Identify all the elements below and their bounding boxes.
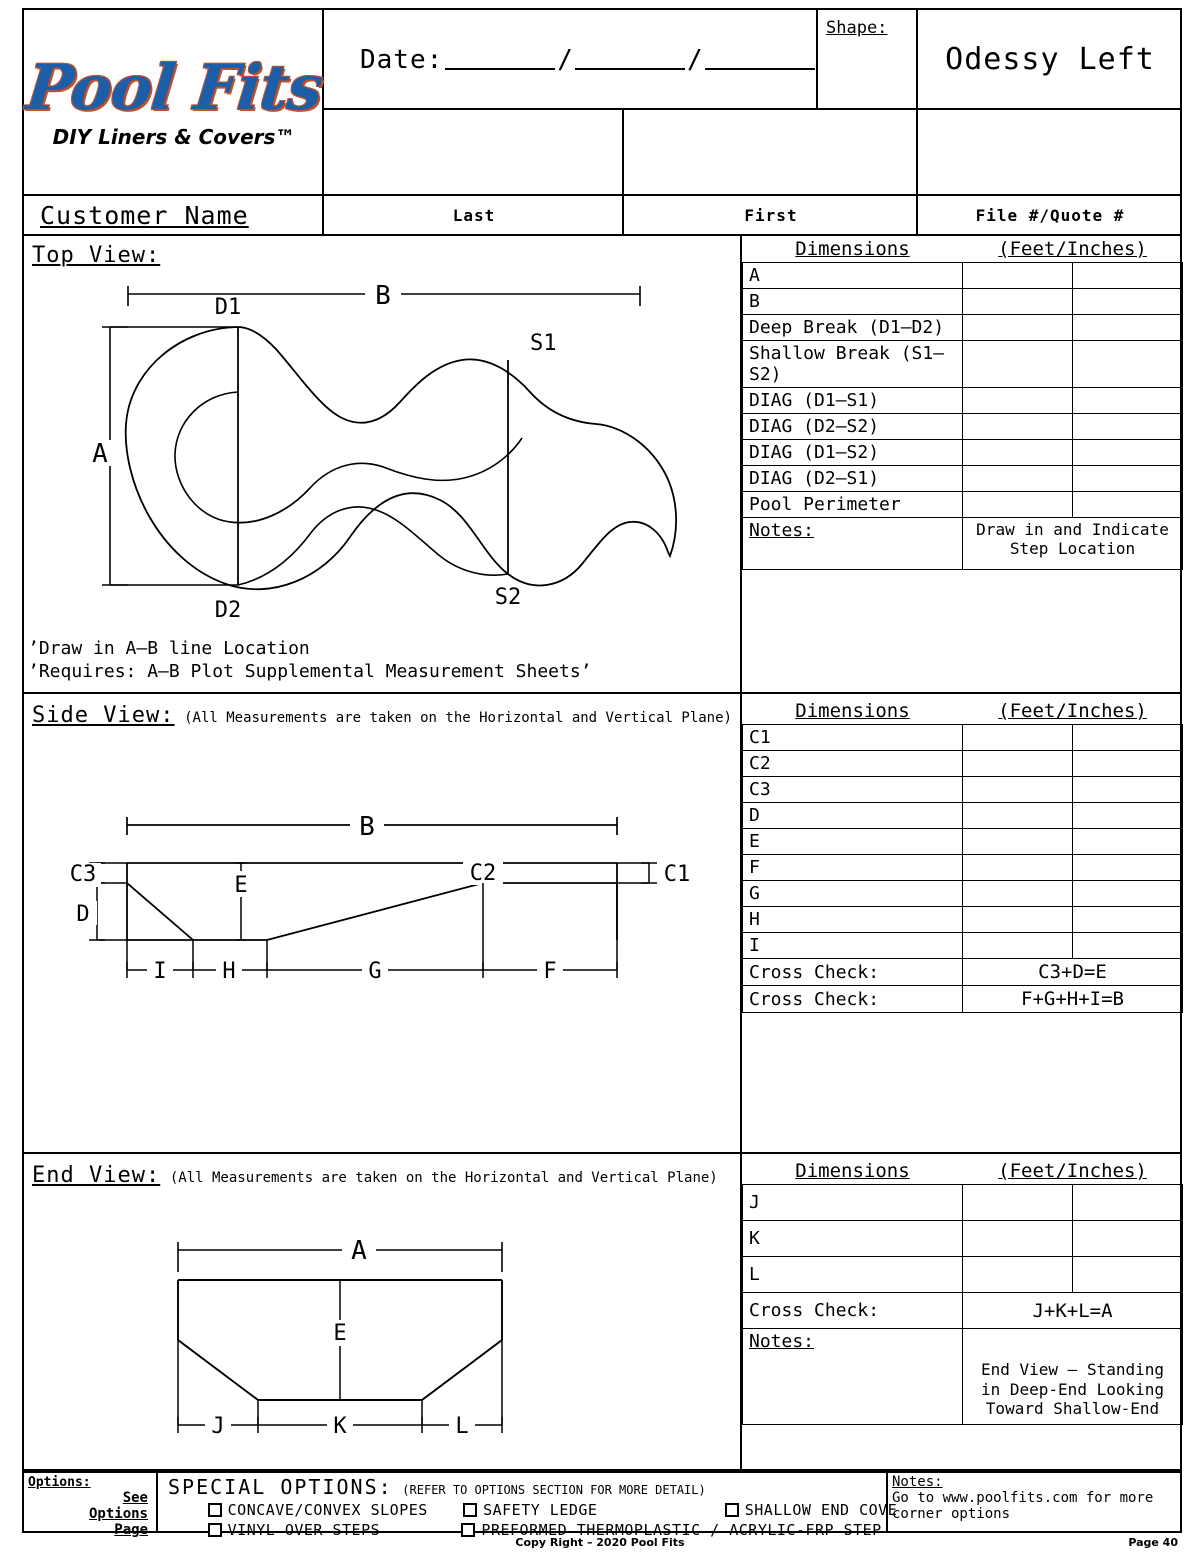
svg-text:E: E [234,873,248,898]
cross-check-formula: F+G+H+I=B [963,986,1183,1013]
dim-value-feet[interactable] [963,933,1073,959]
date-month-blank[interactable] [445,50,555,70]
end-view-title-wrap [32,1163,718,1188]
side-view-dimensions-table [742,698,1183,1013]
dim-value-feet[interactable] [963,907,1073,933]
table-row [743,341,1183,388]
dim-value-inches[interactable] [1073,492,1183,518]
end-view-drawing [150,1232,590,1452]
dim-value-feet[interactable] [963,289,1073,315]
date-label: Date: [360,45,444,75]
svg-text:S2: S2 [494,585,522,610]
option-label-vinyl-over-steps: VINYL OVER STEPS [227,1521,381,1539]
end-notes-label: Notes: [749,1331,815,1352]
file-label: File #/Quote # [975,205,1125,225]
table-row [743,803,1183,829]
customer-name-label: Customer Name [40,200,249,230]
cross-check-formula: C3+D=E [963,959,1183,986]
cross-check-row [743,959,1183,986]
table-row [743,492,1183,518]
table-notes-row [743,518,1183,570]
dim-value-inches[interactable] [1073,751,1183,777]
svg-text:I: I [153,959,167,984]
date-day-blank[interactable] [575,50,685,70]
table-row [743,289,1183,315]
end-view-subtitle: (All Measurements are taken on the Horizontal and Vertical Plane) [169,1170,718,1186]
svg-text:K: K [333,1414,347,1439]
dim-value-inches[interactable] [1073,341,1183,388]
options-label: Options: [28,1475,91,1490]
top-notes-text: Draw in and Indicate Step Location [976,520,1169,559]
dim-value-feet[interactable] [963,1221,1073,1257]
svg-text:D1: D1 [214,295,242,320]
end-dim-col-header: Dimensions [795,1160,910,1182]
dim-value-feet[interactable] [963,725,1073,751]
top-dim-col-header: Dimensions [795,238,910,260]
dim-label: F [743,855,963,881]
last-name-input[interactable] [324,110,624,196]
dim-value-feet[interactable] [963,414,1073,440]
table-row [743,414,1183,440]
shape-value-cell [918,10,1182,110]
dim-value-inches[interactable] [1073,1221,1183,1257]
svg-text:A: A [351,1236,367,1266]
dim-value-feet[interactable] [963,803,1073,829]
dim-label: Shallow Break (S1–S2) [743,341,963,388]
table-header-row [743,236,1183,263]
dim-label: DIAG (D2–S1) [743,466,963,492]
cross-check-label: Cross Check: [743,1293,963,1329]
dim-value-inches[interactable] [1073,440,1183,466]
shape-value: Odessy Left [945,41,1155,77]
dim-value-feet[interactable] [963,881,1073,907]
dim-value-feet[interactable] [963,855,1073,881]
date-field-row[interactable] [324,10,818,110]
options-line-3: Page [114,1522,148,1538]
dim-label: D [743,803,963,829]
table-row [743,881,1183,907]
table-row [743,829,1183,855]
top-view-title-wrap [32,243,160,268]
table-row [743,1257,1183,1293]
dim-value-feet[interactable] [963,440,1073,466]
dim-value-feet[interactable] [963,829,1073,855]
options-reference-cell [24,1473,152,1538]
dim-value-feet[interactable] [963,341,1073,388]
table-row [743,466,1183,492]
dim-value-feet[interactable] [963,1185,1073,1221]
table-row [743,440,1183,466]
option-label-shallow-end-cove: SHALLOW END COVE [744,1501,898,1519]
dim-label: E [743,829,963,855]
table-row [743,933,1183,959]
first-column-header [624,196,918,234]
dim-label: Deep Break (D1–D2) [743,315,963,341]
svg-text:S1: S1 [530,331,557,356]
side-dim-col-header: Dimensions [795,700,910,722]
page-number: Page 40 [1128,1536,1178,1549]
dim-label: G [743,881,963,907]
top-notes-label: Notes: [749,520,815,541]
dim-label: K [743,1221,963,1257]
table-row [743,751,1183,777]
dim-label: H [743,907,963,933]
file-column-header [918,196,1182,234]
dim-value-inches[interactable] [1073,777,1183,803]
table-notes-row [743,1329,1183,1425]
dim-value-inches[interactable] [1073,855,1183,881]
dim-value-inches[interactable] [1073,907,1183,933]
brand-logo [24,10,324,196]
svg-text:E: E [333,1321,347,1346]
top-units-col-header: (Feet/Inches) [998,238,1147,260]
shape-label: Shape: [826,18,888,38]
side-view-title: Side View: [32,703,175,728]
end-view-dimensions-table [742,1158,1183,1425]
dim-value-feet[interactable] [963,492,1073,518]
cross-check-label: Cross Check: [743,986,963,1013]
dim-label: J [743,1185,963,1221]
dim-label: C3 [743,777,963,803]
svg-text:H: H [222,959,236,984]
dim-value-inches[interactable] [1073,803,1183,829]
svg-text:B: B [375,281,391,311]
side-view-drawing [55,805,715,1035]
cross-check-row [743,986,1183,1013]
dim-value-inches[interactable] [1073,315,1183,341]
special-options-subtitle: (REFER TO OPTIONS SECTION FOR MORE DETAIL) [402,1483,706,1497]
dim-value-feet[interactable] [963,315,1073,341]
table-header-row [743,698,1183,725]
side-view-subtitle: (All Measurements are taken on the Horizontal and Vertical Plane) [184,710,732,726]
special-options-title: SPECIAL OPTIONS: [168,1475,393,1499]
dim-value-feet[interactable] [963,777,1073,803]
table-row [743,855,1183,881]
last-label: Last [452,205,496,225]
top-view-dimensions-table [742,236,1183,570]
dim-value-inches[interactable] [1073,1257,1183,1293]
dim-value-feet[interactable] [963,1257,1073,1293]
table-row [743,725,1183,751]
date-separator-1: / [557,45,573,75]
top-view-bottom-rule [22,692,1182,694]
table-row [743,907,1183,933]
first-label: First [744,205,798,225]
dim-label: Pool Perimeter [743,492,963,518]
end-notes-text: End View – Standing in Deep-End Looking Toward Shallow-End [980,1360,1165,1418]
svg-text:G: G [368,959,382,984]
table-row [743,1185,1183,1221]
dim-value-feet[interactable] [963,466,1073,492]
dim-value-inches[interactable] [1073,466,1183,492]
svg-text:L: L [455,1414,469,1439]
checkbox-vinyl-over-steps[interactable] [208,1523,222,1537]
dim-label: L [743,1257,963,1293]
footer-notes-text: Go to www.poolfits.com for more corner options [892,1490,1154,1523]
table-header-row [743,1158,1183,1185]
dim-value-inches[interactable] [1073,1185,1183,1221]
dim-label: DIAG (D2–S2) [743,414,963,440]
shape-label-cell [818,10,918,110]
svg-text:F: F [543,959,557,984]
end-view-title: End View: [32,1163,161,1188]
date-year-blank[interactable] [705,50,815,70]
footer-divider-1 [156,1471,158,1533]
end-units-col-header: (Feet/Inches) [998,1160,1147,1182]
top-view-drawing [30,272,730,662]
top-view-title: Top View: [32,243,161,268]
table-row [743,1221,1183,1257]
dim-label: DIAG (D1–S1) [743,388,963,414]
dim-value-inches[interactable] [1073,881,1183,907]
dim-value-feet[interactable] [963,751,1073,777]
dim-label: I [743,933,963,959]
checkbox-concave-convex-slopes[interactable] [208,1503,222,1517]
option-label-safety-ledge: SAFETY LEDGE [483,1501,598,1519]
option-label-concave-convex-slopes: CONCAVE/CONVEX SLOPES [227,1501,428,1519]
svg-text:C2: C2 [469,861,497,886]
table-row [743,263,1183,289]
options-line-1: See [122,1490,148,1506]
table-row [743,777,1183,803]
svg-text:A: A [92,439,108,469]
side-view-bottom-rule [22,1152,1182,1154]
dim-value-inches[interactable] [1073,388,1183,414]
dim-value-inches[interactable] [1073,829,1183,855]
table-row [743,388,1183,414]
table-row [743,315,1183,341]
logo-wordmark: Pool Fits [22,51,326,124]
first-name-input[interactable] [624,110,918,196]
footer-notes-cell [888,1473,1182,1531]
svg-text:C1: C1 [663,862,691,887]
dim-label: C1 [743,725,963,751]
svg-text:C3: C3 [69,862,97,887]
dim-value-feet[interactable] [963,263,1073,289]
cross-check-formula: J+K+L=A [963,1293,1183,1329]
file-quote-input[interactable] [918,110,1182,196]
copyright-text: Copy Right – 2020 Pool Fits [515,1536,685,1549]
dim-label: C2 [743,751,963,777]
checkbox-shallow-end-cove[interactable] [725,1503,739,1517]
cross-check-row [743,1293,1183,1329]
checkbox-safety-ledge[interactable] [463,1503,477,1517]
top-view-note-2: ’Requires: A–B Plot Supplemental Measurement Sheets’ [28,660,592,682]
customer-name-cell [24,196,324,234]
option-label-preformed-thermoplastic-step: PREFORMED THERMOPLASTIC / ACRYLIC-FRP STEP [481,1521,882,1539]
dim-value-inches[interactable] [1073,933,1183,959]
dim-label: B [743,289,963,315]
date-separator-2: / [686,45,703,75]
side-view-title-wrap [32,703,732,728]
dim-value-feet[interactable] [963,388,1073,414]
top-view-note-1: ’Draw in A–B line Location [28,638,310,659]
dim-value-inches[interactable] [1073,414,1183,440]
checkbox-preformed-thermoplastic-step[interactable] [461,1523,475,1537]
footer-notes-label: Notes: [892,1474,943,1490]
svg-text:B: B [359,812,375,842]
svg-text:J: J [211,1414,225,1439]
svg-text:D2: D2 [214,598,242,623]
cross-check-label: Cross Check: [743,959,963,986]
dim-label: DIAG (D1–S2) [743,440,963,466]
options-line-2: Options [88,1506,148,1522]
top-view-notes [28,638,728,683]
svg-text:D: D [76,902,90,927]
dim-label: A [743,263,963,289]
dim-value-inches[interactable] [1073,289,1183,315]
logo-tagline: DIY Liners & Covers™ [52,125,296,149]
dim-value-inches[interactable] [1073,263,1183,289]
side-units-col-header: (Feet/Inches) [998,700,1147,722]
dim-value-inches[interactable] [1073,725,1183,751]
last-column-header [324,196,624,234]
special-options-cell [160,1473,898,1539]
